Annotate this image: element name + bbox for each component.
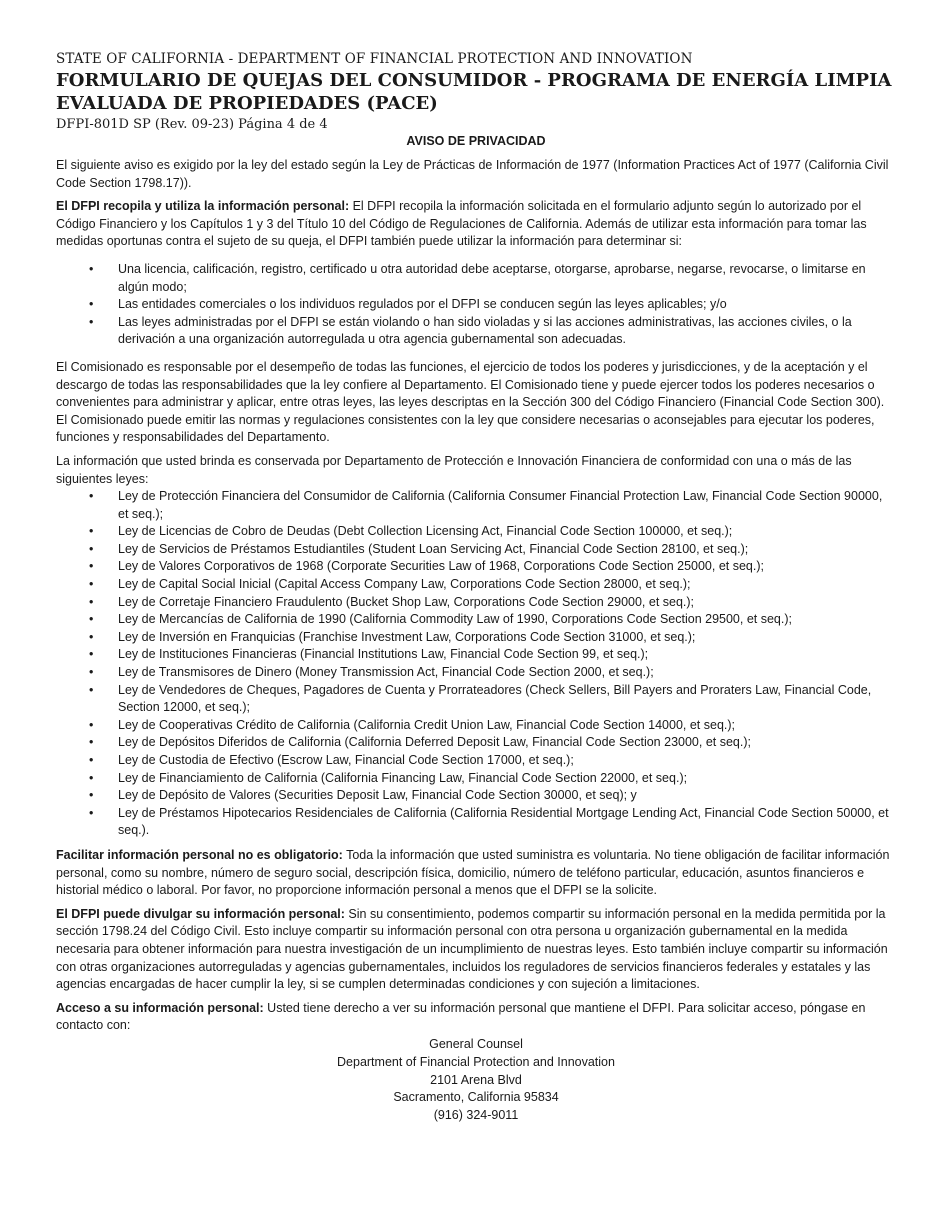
- form-page: [56, 50, 896, 1125]
- form-number: DFPI-801D SP (Rev. 09-23) Página 4 de 4: [56, 117, 328, 132]
- collect-label: El DFPI recopila y utiliza la información personal:: [56, 199, 350, 214]
- law-item: • Ley de Vendedores de Cheques, Pagadores de Cuenta y Prorrateadores (Check Sellers, Bill Payers and Proraters Law, Financial Code, Section 12000, et seq.);: [56, 682, 896, 717]
- law-item: • Ley de Mercancías de California de 1990 (California Commodity Law of 1990, Corporations Code Section 29500, et seq.);: [56, 611, 896, 629]
- collect-bullet: • Las entidades comerciales o los individuos regulados por el DFPI se conducen según las leyes aplicables; y/o: [56, 296, 896, 314]
- address-line: General Counsel: [429, 1036, 523, 1051]
- voluntary-paragraph: [56, 847, 896, 900]
- disclose-label: El DFPI puede divulgar su información personal:: [56, 906, 345, 921]
- privacy-notice-heading: AVISO DE PRIVACIDAD: [406, 134, 546, 148]
- law-item: • Ley de Inversión en Franquicias (Franchise Investment Law, Corporations Code Section 31000, et seq.);: [56, 629, 896, 647]
- law-item: • Ley de Capital Social Inicial (Capital Access Company Law, Corporations Code Section 28000, et seq.);: [56, 576, 896, 594]
- law-item: • Ley de Transmisores de Dinero (Money Transmission Act, Financial Code Section 2000, et seq.);: [56, 664, 896, 682]
- collect-bullet: • Una licencia, calificación, registro, certificado u otra autoridad debe aceptarse, otorgarse, aprobarse, negarse, revocarse, o limitarse en algún modo;: [56, 261, 896, 296]
- law-item: • Ley de Depósitos Diferidos de California (California Deferred Deposit Law, Financial Code Section 23000, et seq.);: [56, 734, 896, 752]
- access-paragraph: [56, 1000, 896, 1035]
- law-item: • Ley de Préstamos Hipotecarios Residenciales de California (California Residential Mortgage Lending Act, Financial Code Section 50000, et seq.).: [56, 805, 896, 840]
- law-item: • Ley de Licencias de Cobro de Deudas (Debt Collection Licensing Act, Financial Code Section 100000, et seq.);: [56, 523, 896, 541]
- law-item: • Ley de Corretaje Financiero Fraudulento (Bucket Shop Law, Corporations Code Section 29000, et seq.);: [56, 594, 896, 612]
- collect-paragraph: [56, 198, 896, 251]
- law-item: • Ley de Depósito de Valores (Securities Deposit Law, Financial Code Section 30000, et seq); y: [56, 787, 896, 805]
- collect-text: El DFPI recopila la información solicitada en el formulario adjunto según lo autorizado por el Código Financiero y los Capítulos 1 y 3 del Título 10 del Código de Regulaciones de California. Además de utilizar esta información para tomar las medidas oportunas contra el sujeto de su queja, el DFPI también puede utilizar la información para determinar si:: [56, 199, 867, 249]
- address-line: Sacramento, California 95834: [393, 1090, 559, 1105]
- law-item: • Ley de Instituciones Financieras (Financial Institutions Law, Financial Code Section 99, et seq.);: [56, 646, 896, 664]
- access-label: Acceso a su información personal:: [56, 1000, 264, 1015]
- address-phone: (916) 324-9011: [433, 1108, 519, 1123]
- address-line: 2101 Arena Blvd: [430, 1072, 522, 1087]
- agency-line: STATE OF CALIFORNIA - DEPARTMENT OF FINANCIAL PROTECTION AND INNOVATION: [56, 51, 693, 67]
- disclose-text: Sin su consentimiento, podemos compartir su información personal en la medida permitida por la sección 1798.24 del Código Civil. Esto incluye compartir su información personal con otra persona u organización gubernamental en la medida necesaria para obtener información para nuestra investigación de un incumplimiento de nuestras leyes. Esto también incluye compartir su información con otras organizaciones autorreguladas y agencias gubernamentales, incluidos los reguladores de servicios financieros federales y estatales y las agencias encargadas de hacer cumplir la ley, si se cumplen determinadas condiciones y con sujeción a limitaciones.: [56, 906, 888, 992]
- law-item: • Ley de Cooperativas Crédito de California (California Credit Union Law, Financial Code Section 14000, et seq.);: [56, 717, 896, 735]
- contact-address: [56, 1036, 896, 1125]
- laws-list: [56, 488, 896, 840]
- commissioner-paragraph: El Comisionado es responsable por el desempeño de todas las funciones, el ejercicio de todos los poderes y jurisdicciones, y de la aceptación y el descargo de todas las responsabilidades que la ley confiere al Departamento. El Comisionado tiene y puede ejercer todos los poderes necesarios o convenientes para administrar y aplicar, entre otras leyes, las leyes descriptas en la Sección 300 del Código Financiero (Financial Code Section 300). El Comisionado puede emitir las normas y regulaciones consistentes con la ley que considere necesarias o aconsejables para ejecutar los poderes, funciones y responsabilidades del Departamento.: [56, 359, 885, 445]
- voluntary-label: Facilitar información personal no es obligatorio:: [56, 847, 343, 862]
- access-text: Usted tiene derecho a ver su información personal que mantiene el DFPI. Para solicitar acceso, póngase en contacto con:: [56, 1000, 866, 1033]
- notice-body: [56, 157, 896, 1125]
- law-item: • Ley de Protección Financiera del Consumidor de California (California Consumer Financial Protection Law, Financial Code Section 90000, et seq.);: [56, 488, 896, 523]
- law-item: • Ley de Servicios de Préstamos Estudiantiles (Student Loan Servicing Act, Financial Code Section 28100, et seq.);: [56, 541, 896, 559]
- disclose-paragraph: [56, 906, 896, 994]
- intro-paragraph: El siguiente aviso es exigido por la ley del estado según la Ley de Prácticas de Información de 1977 (Information Practices Act of 1977 (California Civil Code Section 1798.17)).: [56, 158, 889, 190]
- law-item: • Ley de Custodia de Efectivo (Escrow Law, Financial Code Section 17000, et seq.);: [56, 752, 896, 770]
- law-item: • Ley de Valores Corporativos de 1968 (Corporate Securities Law of 1968, Corporations Code Section 25000, et seq.);: [56, 558, 896, 576]
- address-line: Department of Financial Protection and Innovation: [337, 1054, 615, 1069]
- voluntary-text: Toda la información que usted suministra es voluntaria. No tiene obligación de facilitar información personal, como su nombre, número de seguro social, descripción física, domicilio, número de teléfono particular, educación, asuntos financieros e historial médico o laboral. Por favor, no proporcione información personal a menos que el DFPI se la solicite.: [56, 847, 890, 898]
- collect-bullets: [56, 261, 896, 349]
- collect-bullet: • Las leyes administradas por el DFPI se están violando o han sido violadas y si las acciones administrativas, las acciones civiles, o la derivación a una organización autorregulada u otra agencia gubernamental son adecuadas.: [56, 314, 896, 349]
- laws-intro: La información que usted brinda es conservada por Departamento de Protección e Innovación Financiera de conformidad con una o más de las siguientes leyes:: [56, 453, 852, 486]
- law-item: • Ley de Financiamiento de California (California Financing Law, Financial Code Section 22000, et seq.);: [56, 770, 896, 788]
- form-title: FORMULARIO DE QUEJAS DEL CONSUMIDOR - PROGRAMA DE ENERGÍA LIMPIA EVALUADA DE PROPIEDADES (PACE): [56, 70, 892, 114]
